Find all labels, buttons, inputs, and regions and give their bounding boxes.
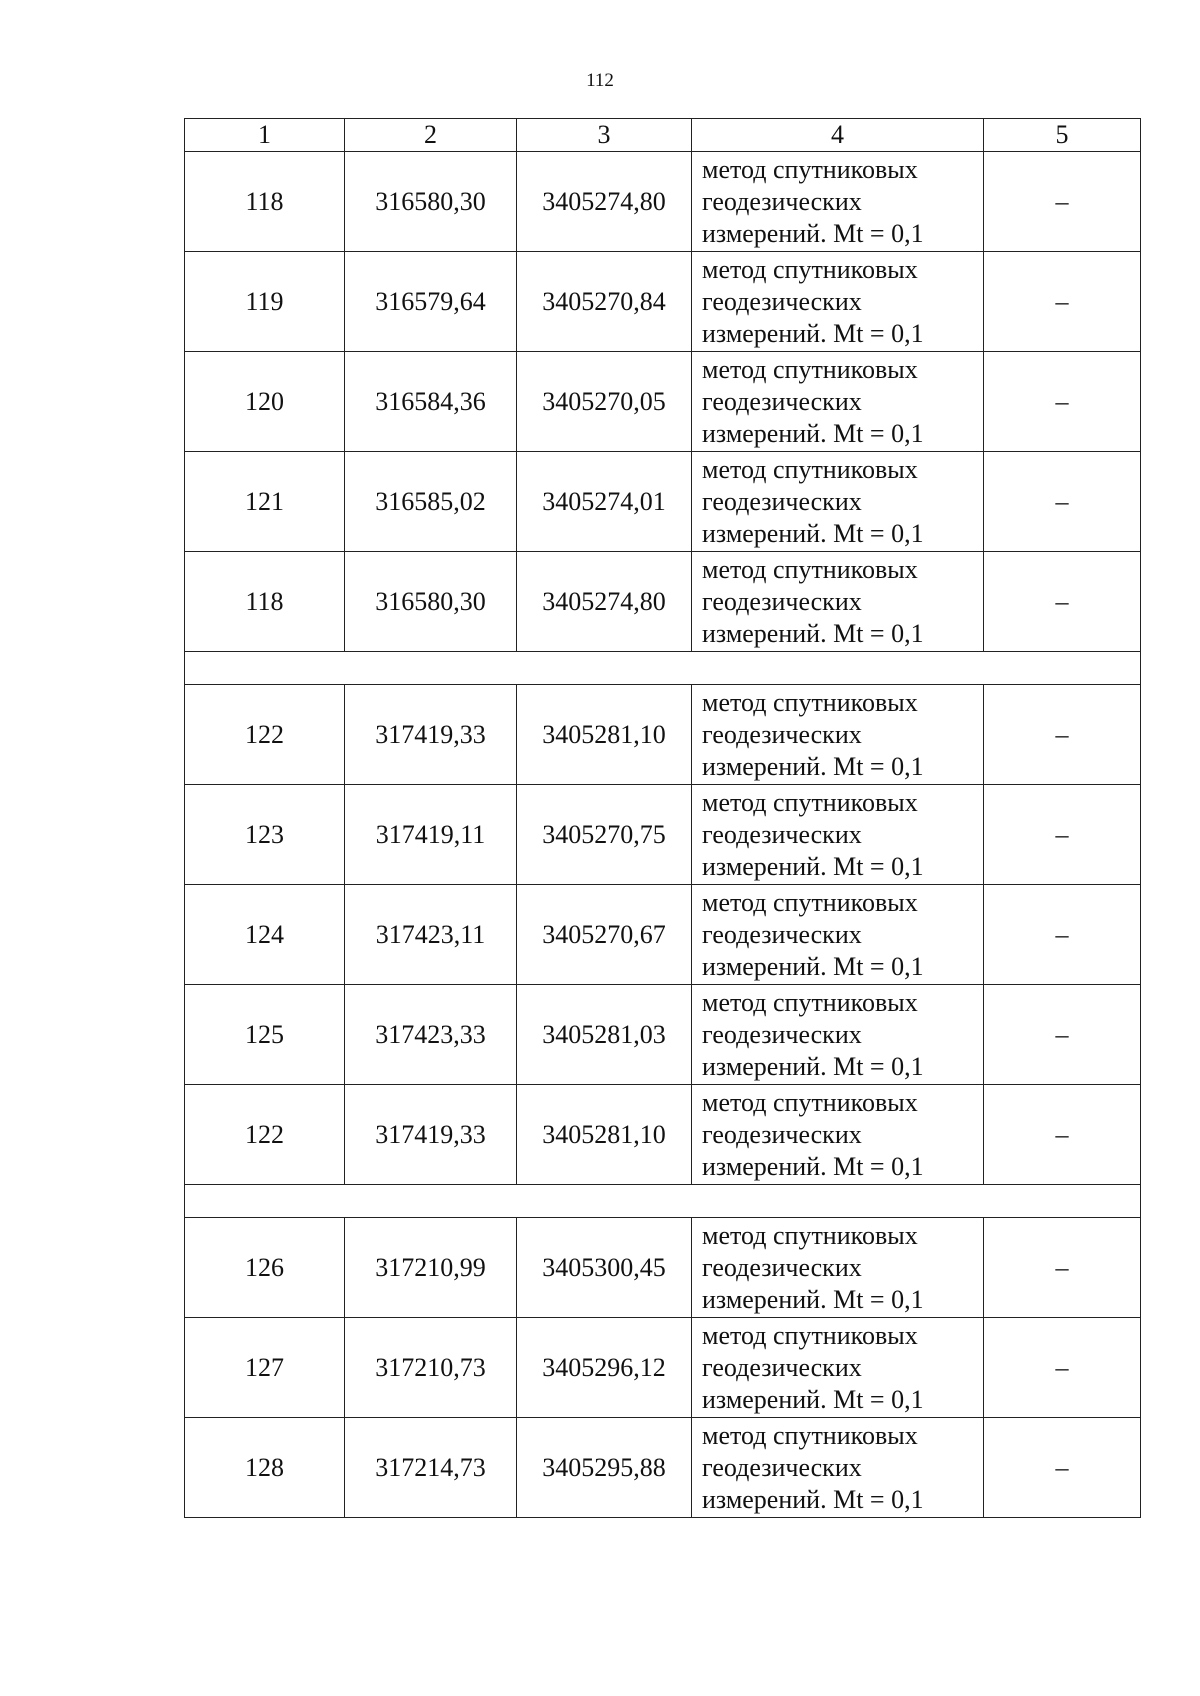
point-number-cell: 119 bbox=[185, 252, 345, 352]
point-number-cell: 120 bbox=[185, 352, 345, 452]
method-text-line: метод спутниковых bbox=[702, 687, 918, 717]
method-text-line: измерений. Mt = 0,1 bbox=[702, 418, 924, 448]
x-coordinate-cell: 317210,73 bbox=[345, 1318, 517, 1418]
table-row bbox=[185, 152, 1141, 252]
method-text-line: геодезических bbox=[702, 1019, 862, 1049]
method-cell bbox=[692, 152, 984, 252]
method-text-line: геодезических bbox=[702, 919, 862, 949]
method-cell bbox=[692, 785, 984, 885]
y-coordinate-cell: 3405270,75 bbox=[517, 785, 692, 885]
point-number-cell: 126 bbox=[185, 1218, 345, 1318]
note-cell: – bbox=[984, 685, 1141, 785]
method-text-line: геодезических bbox=[702, 586, 862, 616]
method-cell bbox=[692, 885, 984, 985]
method-cell bbox=[692, 552, 984, 652]
method-text-line: геодезических bbox=[702, 719, 862, 749]
table-row bbox=[185, 685, 1141, 785]
method-text-line: измерений. Mt = 0,1 bbox=[702, 618, 924, 648]
x-coordinate-cell: 316579,64 bbox=[345, 252, 517, 352]
y-coordinate-cell: 3405281,10 bbox=[517, 1085, 692, 1185]
method-cell bbox=[692, 985, 984, 1085]
table-row bbox=[185, 785, 1141, 885]
method-text-line: геодезических bbox=[702, 486, 862, 516]
point-number-cell: 122 bbox=[185, 685, 345, 785]
method-cell bbox=[692, 1218, 984, 1318]
note-cell: – bbox=[984, 252, 1141, 352]
note-cell: – bbox=[984, 352, 1141, 452]
y-coordinate-cell: 3405274,80 bbox=[517, 152, 692, 252]
method-text-line: измерений. Mt = 0,1 bbox=[702, 1284, 924, 1314]
method-text-line: геодезических bbox=[702, 286, 862, 316]
method-text-line: геодезических bbox=[702, 1452, 862, 1482]
method-text-line: геодезических bbox=[702, 386, 862, 416]
header-cell-5: 5 bbox=[984, 119, 1141, 152]
y-coordinate-cell: 3405274,80 bbox=[517, 552, 692, 652]
y-coordinate-cell: 3405295,88 bbox=[517, 1418, 692, 1518]
method-cell bbox=[692, 1085, 984, 1185]
note-cell: – bbox=[984, 1085, 1141, 1185]
method-text-line: измерений. Mt = 0,1 bbox=[702, 518, 924, 548]
method-cell bbox=[692, 685, 984, 785]
method-text-line: измерений. Mt = 0,1 bbox=[702, 951, 924, 981]
table-header bbox=[185, 119, 1141, 152]
header-cell-3: 3 bbox=[517, 119, 692, 152]
table-row bbox=[185, 1085, 1141, 1185]
table-row bbox=[185, 252, 1141, 352]
method-text-line: измерений. Mt = 0,1 bbox=[702, 218, 924, 248]
coordinates-table-container bbox=[184, 118, 1140, 1518]
method-text-line: измерений. Mt = 0,1 bbox=[702, 1384, 924, 1414]
group-separator-row bbox=[185, 652, 1141, 685]
group-separator-cell bbox=[185, 1185, 1141, 1218]
point-number-cell: 122 bbox=[185, 1085, 345, 1185]
y-coordinate-cell: 3405270,84 bbox=[517, 252, 692, 352]
table-row bbox=[185, 885, 1141, 985]
point-number-cell: 128 bbox=[185, 1418, 345, 1518]
note-cell: – bbox=[984, 552, 1141, 652]
coordinates-table bbox=[184, 118, 1141, 1518]
table-row bbox=[185, 352, 1141, 452]
method-text-line: метод спутниковых bbox=[702, 987, 918, 1017]
method-text-line: измерений. Mt = 0,1 bbox=[702, 1151, 924, 1181]
x-coordinate-cell: 317419,11 bbox=[345, 785, 517, 885]
method-text-line: метод спутниковых bbox=[702, 787, 918, 817]
y-coordinate-cell: 3405281,10 bbox=[517, 685, 692, 785]
method-cell bbox=[692, 452, 984, 552]
group-separator-cell bbox=[185, 652, 1141, 685]
table-row bbox=[185, 1218, 1141, 1318]
note-cell: – bbox=[984, 452, 1141, 552]
table-row bbox=[185, 985, 1141, 1085]
header-row bbox=[185, 119, 1141, 152]
method-text-line: измерений. Mt = 0,1 bbox=[702, 851, 924, 881]
point-number-cell: 124 bbox=[185, 885, 345, 985]
table-row bbox=[185, 552, 1141, 652]
method-text-line: метод спутниковых bbox=[702, 154, 918, 184]
group-separator-row bbox=[185, 1185, 1141, 1218]
method-text-line: измерений. Mt = 0,1 bbox=[702, 751, 924, 781]
point-number-cell: 118 bbox=[185, 552, 345, 652]
y-coordinate-cell: 3405281,03 bbox=[517, 985, 692, 1085]
point-number-cell: 121 bbox=[185, 452, 345, 552]
method-text-line: геодезических bbox=[702, 819, 862, 849]
point-number-cell: 125 bbox=[185, 985, 345, 1085]
method-text-line: геодезических bbox=[702, 1252, 862, 1282]
header-cell-1: 1 bbox=[185, 119, 345, 152]
x-coordinate-cell: 316580,30 bbox=[345, 552, 517, 652]
x-coordinate-cell: 317423,33 bbox=[345, 985, 517, 1085]
header-cell-4: 4 bbox=[692, 119, 984, 152]
method-text-line: метод спутниковых bbox=[702, 454, 918, 484]
method-text-line: измерений. Mt = 0,1 bbox=[702, 1484, 924, 1514]
y-coordinate-cell: 3405300,45 bbox=[517, 1218, 692, 1318]
method-cell bbox=[692, 1318, 984, 1418]
table-row bbox=[185, 1418, 1141, 1518]
x-coordinate-cell: 317210,99 bbox=[345, 1218, 517, 1318]
method-text-line: метод спутниковых bbox=[702, 554, 918, 584]
point-number-cell: 118 bbox=[185, 152, 345, 252]
table-row bbox=[185, 1318, 1141, 1418]
method-text-line: метод спутниковых bbox=[702, 254, 918, 284]
x-coordinate-cell: 316584,36 bbox=[345, 352, 517, 452]
method-text-line: метод спутниковых bbox=[702, 354, 918, 384]
method-text-line: измерений. Mt = 0,1 bbox=[702, 1051, 924, 1081]
note-cell: – bbox=[984, 1418, 1141, 1518]
note-cell: – bbox=[984, 885, 1141, 985]
note-cell: – bbox=[984, 1318, 1141, 1418]
y-coordinate-cell: 3405274,01 bbox=[517, 452, 692, 552]
method-text-line: метод спутниковых bbox=[702, 1087, 918, 1117]
method-cell bbox=[692, 252, 984, 352]
method-cell bbox=[692, 352, 984, 452]
note-cell: – bbox=[984, 785, 1141, 885]
y-coordinate-cell: 3405270,05 bbox=[517, 352, 692, 452]
page-number: 112 bbox=[586, 70, 614, 91]
x-coordinate-cell: 316585,02 bbox=[345, 452, 517, 552]
table-body bbox=[185, 152, 1141, 1518]
method-text-line: измерений. Mt = 0,1 bbox=[702, 318, 924, 348]
method-text-line: геодезических bbox=[702, 1352, 862, 1382]
x-coordinate-cell: 317419,33 bbox=[345, 1085, 517, 1185]
x-coordinate-cell: 317423,11 bbox=[345, 885, 517, 985]
y-coordinate-cell: 3405270,67 bbox=[517, 885, 692, 985]
table-row bbox=[185, 452, 1141, 552]
method-text-line: метод спутниковых bbox=[702, 1320, 918, 1350]
method-text-line: метод спутниковых bbox=[702, 1420, 918, 1450]
method-cell bbox=[692, 1418, 984, 1518]
point-number-cell: 127 bbox=[185, 1318, 345, 1418]
y-coordinate-cell: 3405296,12 bbox=[517, 1318, 692, 1418]
note-cell: – bbox=[984, 152, 1141, 252]
x-coordinate-cell: 317214,73 bbox=[345, 1418, 517, 1518]
note-cell: – bbox=[984, 1218, 1141, 1318]
method-text-line: геодезических bbox=[702, 1119, 862, 1149]
point-number-cell: 123 bbox=[185, 785, 345, 885]
method-text-line: метод спутниковых bbox=[702, 887, 918, 917]
method-text-line: геодезических bbox=[702, 186, 862, 216]
x-coordinate-cell: 317419,33 bbox=[345, 685, 517, 785]
x-coordinate-cell: 316580,30 bbox=[345, 152, 517, 252]
header-cell-2: 2 bbox=[345, 119, 517, 152]
method-text-line: метод спутниковых bbox=[702, 1220, 918, 1250]
note-cell: – bbox=[984, 985, 1141, 1085]
